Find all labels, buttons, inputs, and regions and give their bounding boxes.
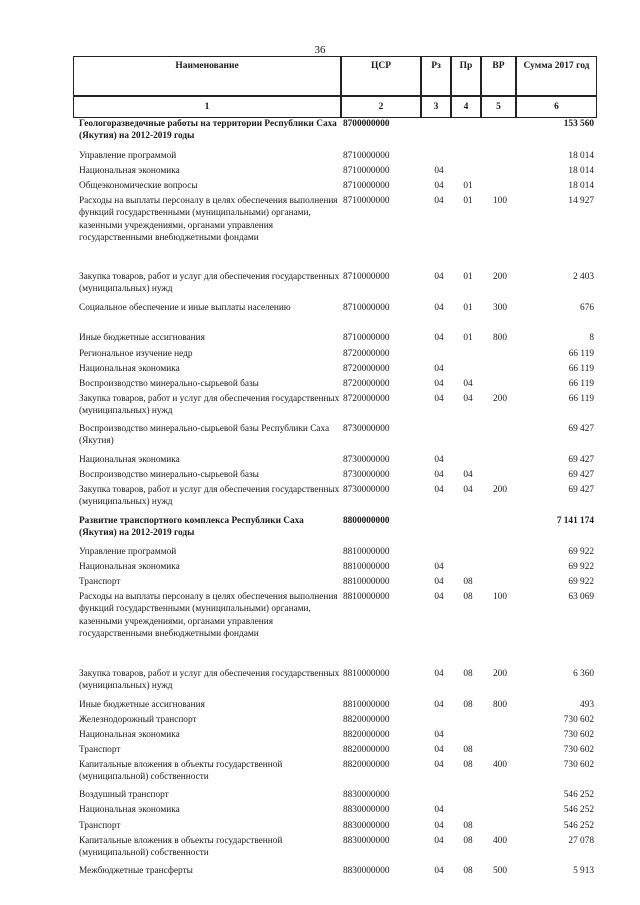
row-rz: 04 [434, 379, 444, 389]
row-sum: 66 119 [568, 364, 594, 374]
row-sum: 6 360 [573, 669, 594, 679]
row-name: Национальная экономика [79, 730, 180, 740]
row-csr: 8710000000 [343, 272, 390, 282]
row-csr: 8710000000 [343, 166, 390, 176]
row-csr: 8730000000 [343, 455, 390, 465]
header-num-4: 4 [451, 96, 481, 118]
row-pr: 08 [463, 592, 473, 602]
row-sum: 18 014 [568, 151, 594, 161]
row-pr: 08 [463, 669, 473, 679]
header-pr: Пр [451, 56, 481, 96]
row-vr: 200 [493, 669, 507, 679]
row-vr: 300 [493, 303, 507, 313]
row-sum: 5 913 [573, 866, 594, 876]
row-csr: 8730000000 [343, 470, 390, 480]
page-number: 36 [314, 44, 326, 56]
row-name: Закупка товаров, работ и услуг для обеспечения государственных (муниципальных) нужд [79, 272, 340, 295]
row-name: Управление программой [79, 151, 177, 161]
row-csr: 8720000000 [343, 364, 390, 374]
row-pr: 08 [463, 760, 473, 770]
row-csr: 8810000000 [343, 669, 390, 679]
row-sum: 730 602 [563, 760, 594, 770]
row-vr: 100 [493, 196, 507, 206]
row-sum: 18 014 [568, 166, 594, 176]
row-csr: 8830000000 [343, 805, 390, 815]
row-csr: 8810000000 [343, 547, 390, 557]
row-rz: 04 [434, 303, 444, 313]
header-num-1: 1 [73, 96, 341, 118]
row-csr: 8800000000 [343, 516, 390, 526]
row-name: Национальная экономика [79, 562, 180, 572]
row-name: Закупка товаров, работ и услуг для обеспечения государственных (муниципальных) нужд [79, 485, 340, 508]
row-csr: 8710000000 [343, 151, 390, 161]
row-pr: 08 [463, 745, 473, 755]
row-sum: 730 602 [563, 730, 594, 740]
header-num-5: 5 [481, 96, 516, 118]
row-rz: 04 [434, 562, 444, 572]
row-csr: 8720000000 [343, 349, 390, 359]
row-rz: 04 [434, 760, 444, 770]
row-sum: 69 427 [568, 455, 594, 465]
row-name: Иные бюджетные ассигнования [79, 700, 205, 710]
row-name: Воспроизводство минерально-сырьевой базы [79, 379, 259, 389]
row-sum: 493 [580, 700, 594, 710]
row-sum: 69 427 [568, 424, 594, 434]
row-csr: 8710000000 [343, 303, 390, 313]
row-rz: 04 [434, 455, 444, 465]
header-num-6: 6 [516, 96, 597, 118]
row-sum: 69 922 [568, 547, 594, 557]
row-rz: 04 [434, 485, 444, 495]
row-sum: 27 078 [568, 836, 594, 846]
row-name: Развитие транспортного комплекса Республики Саха (Якутия) на 2012-2019 годы [79, 516, 304, 539]
row-csr: 8710000000 [343, 333, 390, 343]
row-csr: 8820000000 [343, 745, 390, 755]
row-name: Транспорт [79, 577, 121, 587]
row-sum: 730 602 [563, 715, 594, 725]
row-csr: 8820000000 [343, 730, 390, 740]
row-csr: 8810000000 [343, 562, 390, 572]
row-csr: 8820000000 [343, 760, 390, 770]
row-sum: 546 252 [563, 790, 594, 800]
row-rz: 04 [434, 272, 444, 282]
row-name: Закупка товаров, работ и услуг для обеспечения государственных (муниципальных) нужд [79, 669, 340, 692]
row-vr: 800 [493, 333, 507, 343]
row-vr: 100 [493, 592, 507, 602]
row-name: Воздушный транспорт [79, 790, 169, 800]
row-name: Воспроизводство минерально-сырьевой базы [79, 470, 259, 480]
row-sum: 676 [580, 303, 594, 313]
row-sum: 66 119 [568, 394, 594, 404]
row-pr: 08 [463, 866, 473, 876]
row-name: Региональное изучение недр [79, 349, 193, 359]
row-name: Расходы на выплаты персоналу в целях обеспечения выполнения функций государственными (муниципальными) органами, казенными учреждениями, органами управления государственными внебюджетными фондами [79, 592, 338, 639]
row-name: Транспорт [79, 745, 121, 755]
row-rz: 04 [434, 669, 444, 679]
row-pr: 08 [463, 821, 473, 831]
row-vr: 500 [493, 866, 507, 876]
row-csr: 8720000000 [343, 394, 390, 404]
row-rz: 04 [434, 730, 444, 740]
row-vr: 400 [493, 760, 507, 770]
row-csr: 8730000000 [343, 485, 390, 495]
row-name: Управление программой [79, 547, 177, 557]
row-csr: 8710000000 [343, 196, 390, 206]
row-rz: 04 [434, 700, 444, 710]
row-sum: 546 252 [563, 805, 594, 815]
row-name: Национальная экономика [79, 455, 180, 465]
row-name: Закупка товаров, работ и услуг для обеспечения государственных (муниципальных) нужд [79, 394, 340, 417]
row-sum: 8 [589, 333, 594, 343]
row-sum: 14 927 [568, 196, 594, 206]
row-csr: 8720000000 [343, 379, 390, 389]
row-csr: 8830000000 [343, 866, 390, 876]
row-sum: 18 014 [568, 181, 594, 191]
row-sum: 153 560 [563, 119, 594, 129]
row-rz: 04 [434, 394, 444, 404]
row-rz: 04 [434, 470, 444, 480]
row-csr: 8700000000 [343, 119, 390, 129]
row-rz: 04 [434, 577, 444, 587]
row-rz: 04 [434, 166, 444, 176]
header-num-3: 3 [421, 96, 451, 118]
row-csr: 8730000000 [343, 424, 390, 434]
row-pr: 01 [463, 333, 473, 343]
row-csr: 8830000000 [343, 836, 390, 846]
row-rz: 04 [434, 866, 444, 876]
row-csr: 8810000000 [343, 577, 390, 587]
row-sum: 69 922 [568, 577, 594, 587]
row-sum: 546 252 [563, 821, 594, 831]
row-name: Иные бюджетные ассигнования [79, 333, 205, 343]
row-pr: 04 [463, 394, 473, 404]
header-name: Наименование [73, 56, 341, 96]
row-rz: 04 [434, 821, 444, 831]
row-pr: 01 [463, 272, 473, 282]
header-vr: ВР [481, 56, 516, 96]
row-pr: 04 [463, 470, 473, 480]
row-csr: 8810000000 [343, 592, 390, 602]
row-pr: 08 [463, 577, 473, 587]
row-name: Социальное обеспечение и иные выплаты населению [79, 303, 291, 313]
row-csr: 8830000000 [343, 821, 390, 831]
row-pr: 08 [463, 700, 473, 710]
header-rz: Рз [421, 56, 451, 96]
row-sum: 7 141 174 [556, 516, 594, 526]
row-vr: 800 [493, 700, 507, 710]
row-rz: 04 [434, 745, 444, 755]
row-sum: 69 922 [568, 562, 594, 572]
row-sum: 2 403 [573, 272, 594, 282]
row-name: Национальная экономика [79, 364, 180, 374]
row-pr: 08 [463, 836, 473, 846]
row-csr: 8810000000 [343, 700, 390, 710]
header-csr: ЦСР [341, 56, 421, 96]
row-sum: 730 602 [563, 745, 594, 755]
row-vr: 400 [493, 836, 507, 846]
row-name: Железнодорожный транспорт [79, 715, 197, 725]
row-sum: 66 119 [568, 349, 594, 359]
row-sum: 69 427 [568, 470, 594, 480]
header-num-2: 2 [341, 96, 421, 118]
header-sum: Сумма 2017 год [516, 56, 597, 96]
table-header [73, 56, 597, 118]
row-name: Транспорт [79, 821, 121, 831]
row-vr: 200 [493, 272, 507, 282]
row-rz: 04 [434, 333, 444, 343]
row-rz: 04 [434, 805, 444, 815]
row-name: Воспроизводство минерально-сырьевой базы Республики Саха (Якутия) [79, 424, 330, 447]
row-rz: 04 [434, 181, 444, 191]
row-name: Межбюджетные трансферты [79, 866, 193, 876]
row-vr: 200 [493, 485, 507, 495]
row-name: Национальная экономика [79, 166, 180, 176]
row-name: Расходы на выплаты персоналу в целях обеспечения выполнения функций государственными (муниципальными) органами, казенными учреждениями, органами управления государственными внебюджетными фондами [79, 196, 338, 243]
row-rz: 04 [434, 196, 444, 206]
row-name: Общеэкономические вопросы [79, 181, 198, 191]
row-rz: 04 [434, 364, 444, 374]
row-vr: 200 [493, 394, 507, 404]
row-sum: 66 119 [568, 379, 594, 389]
row-name: Геологоразведочные работы на территории Республики Саха (Якутия) на 2012-2019 годы [79, 119, 337, 142]
row-pr: 01 [463, 303, 473, 313]
row-rz: 04 [434, 592, 444, 602]
row-name: Капитальные вложения в объекты государственной (муниципальной) собственности [79, 836, 283, 859]
row-csr: 8820000000 [343, 715, 390, 725]
row-pr: 04 [463, 485, 473, 495]
row-pr: 04 [463, 379, 473, 389]
row-sum: 63 069 [568, 592, 594, 602]
row-csr: 8710000000 [343, 181, 390, 191]
row-name: Капитальные вложения в объекты государственной (муниципальной) собственности [79, 760, 283, 783]
row-sum: 69 427 [568, 485, 594, 495]
row-name: Национальная экономика [79, 805, 180, 815]
row-rz: 04 [434, 836, 444, 846]
row-pr: 01 [463, 181, 473, 191]
row-pr: 01 [463, 196, 473, 206]
row-csr: 8830000000 [343, 790, 390, 800]
